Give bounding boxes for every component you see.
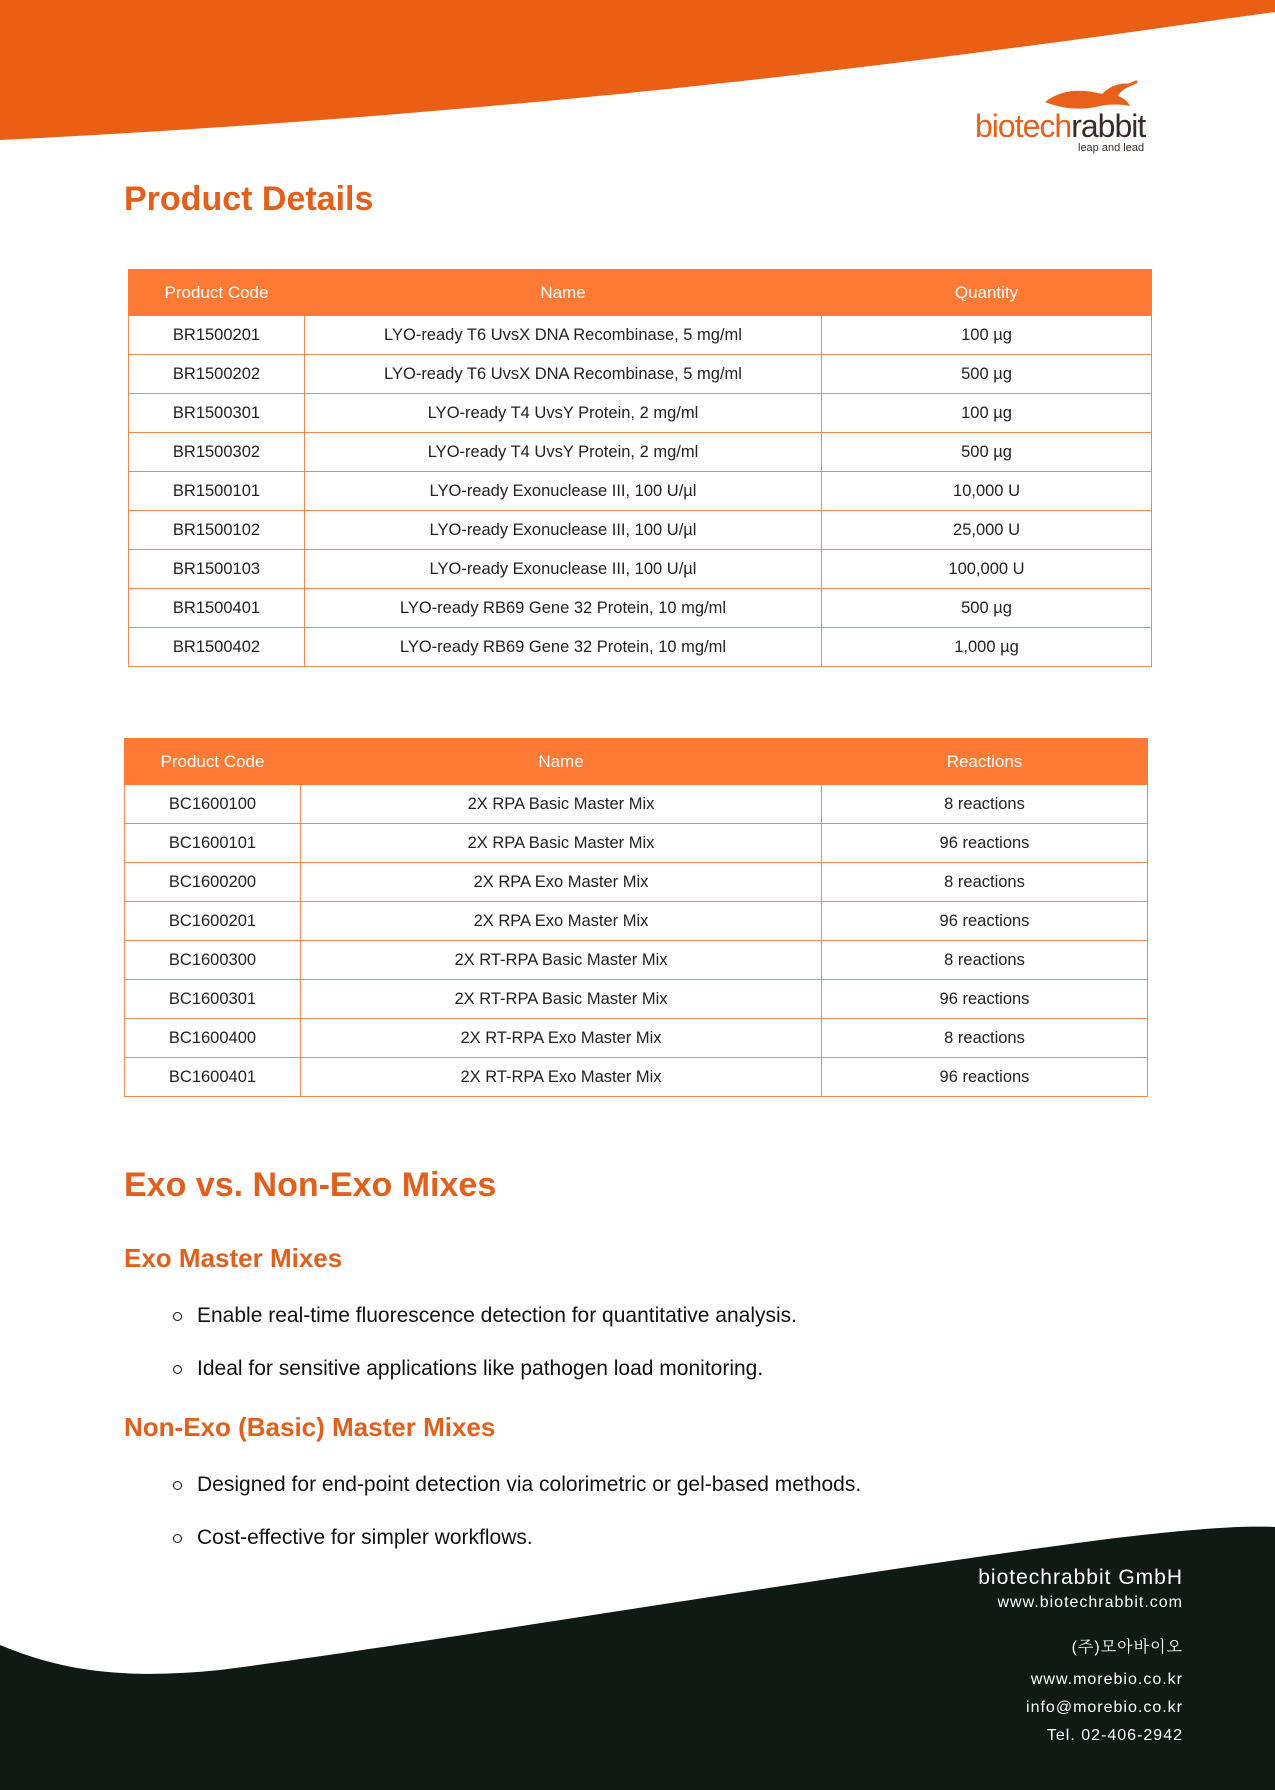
amount-cell: 10,000 U [822,472,1152,511]
product-code-cell: BC1600201 [125,902,301,941]
product-code-cell: BR1500302 [129,433,305,472]
table-row [129,394,1152,433]
bullet-circle-icon [173,1312,182,1321]
logo-tagline: leap and lead [1078,142,1145,154]
bullet-item [165,1356,797,1409]
product-name-cell: 2X RT-RPA Basic Master Mix [301,980,822,1019]
footer-tel: Tel. 02-406-2942 [1046,1727,1183,1744]
table-row [129,355,1152,394]
exo-section-title: Exo vs. Non-Exo Mixes [124,1166,497,1204]
table-row [129,316,1152,355]
amount-cell: 8 reactions [822,863,1148,902]
amount-cell: 500 µg [822,433,1152,472]
product-code-cell: BR1500401 [129,589,305,628]
table-row [125,902,1148,941]
product-code-cell: BR1500201 [129,316,305,355]
product-code-cell: BC1600100 [125,785,301,824]
product-code-cell: BC1600401 [125,1058,301,1097]
exo-bullet-list [165,1303,797,1409]
amount-cell: 96 reactions [822,902,1148,941]
amount-cell: 1,000 µg [822,628,1152,667]
table-row [125,1019,1148,1058]
product-name-cell: LYO-ready T4 UvsY Protein, 2 mg/ml [305,394,822,433]
table-row [125,941,1148,980]
table-row [129,550,1152,589]
footer-partner-site[interactable]: www.morebio.co.kr [1030,1671,1183,1688]
column-header: Name [305,270,822,316]
product-table-quantity [128,269,1152,667]
product-code-cell: BC1600400 [125,1019,301,1058]
table-row [125,980,1148,1019]
table-row [129,589,1152,628]
product-code-cell: BC1600300 [125,941,301,980]
amount-cell: 96 reactions [822,824,1148,863]
product-code-cell: BR1500103 [129,550,305,589]
bullet-item [165,1472,861,1525]
bullet-text: Ideal for sensitive applications like pathogen load monitoring. [197,1357,764,1380]
amount-cell: 25,000 U [822,511,1152,550]
table-header-row [129,270,1152,316]
bullet-item [165,1303,797,1356]
footer-company: biotechrabbit GmbH [978,1566,1183,1589]
logo-wordmark: biotechrabbit [975,108,1146,144]
product-name-cell: 2X RPA Exo Master Mix [301,863,822,902]
product-name-cell: LYO-ready RB69 Gene 32 Protein, 10 mg/ml [305,628,822,667]
footer-contact [978,1566,1183,1745]
bullet-text: Designed for end-point detection via colorimetric or gel-based methods. [197,1473,862,1496]
table-row [125,824,1148,863]
amount-cell: 96 reactions [822,1058,1148,1097]
amount-cell: 8 reactions [822,785,1148,824]
table-header-row [125,739,1148,785]
product-name-cell: 2X RPA Basic Master Mix [301,785,822,824]
footer-email[interactable]: info@morebio.co.kr [1026,1699,1183,1716]
bullet-circle-icon [173,1365,182,1374]
table-row [125,785,1148,824]
table-row [129,628,1152,667]
product-name-cell: LYO-ready T6 UvsX DNA Recombinase, 5 mg/ml [305,316,822,355]
amount-cell: 100 µg [822,316,1152,355]
column-header: Reactions [822,739,1148,785]
product-name-cell: LYO-ready Exonuclease III, 100 U/µl [305,511,822,550]
product-name-cell: LYO-ready Exonuclease III, 100 U/µl [305,550,822,589]
column-header: Product Code [129,270,305,316]
product-name-cell: 2X RT-RPA Basic Master Mix [301,941,822,980]
table-row [129,511,1152,550]
bullet-text: Enable real-time fluorescence detection for quantitative analysis. [197,1304,797,1327]
amount-cell: 100 µg [822,394,1152,433]
product-code-cell: BR1500301 [129,394,305,433]
column-header: Name [301,739,822,785]
product-name-cell: 2X RPA Exo Master Mix [301,902,822,941]
amount-cell: 500 µg [822,355,1152,394]
product-code-cell: BC1600101 [125,824,301,863]
amount-cell: 100,000 U [822,550,1152,589]
column-header: Quantity [822,270,1152,316]
table-row [129,472,1152,511]
nonexo-mixes-heading: Non-Exo (Basic) Master Mixes [124,1412,496,1442]
footer-website[interactable]: www.biotechrabbit.com [997,1594,1183,1611]
table-row [125,863,1148,902]
product-name-cell: 2X RT-RPA Exo Master Mix [301,1058,822,1097]
brand-logo [975,78,1165,158]
product-name-cell: LYO-ready T4 UvsY Protein, 2 mg/ml [305,433,822,472]
product-name-cell: LYO-ready Exonuclease III, 100 U/µl [305,472,822,511]
product-code-cell: BR1500101 [129,472,305,511]
product-code-cell: BR1500202 [129,355,305,394]
product-details-title: Product Details [124,180,374,218]
product-name-cell: LYO-ready T6 UvsX DNA Recombinase, 5 mg/ml [305,355,822,394]
amount-cell: 500 µg [822,589,1152,628]
product-table-reactions [124,738,1148,1097]
table-row [125,1058,1148,1097]
product-code-cell: BC1600200 [125,863,301,902]
product-code-cell: BC1600301 [125,980,301,1019]
amount-cell: 8 reactions [822,941,1148,980]
bullet-text: Cost-effective for simpler workflows. [197,1526,533,1549]
table-row [129,433,1152,472]
bullet-circle-icon [173,1481,182,1490]
product-code-cell: BR1500402 [129,628,305,667]
column-header: Product Code [125,739,301,785]
product-code-cell: BR1500102 [129,511,305,550]
amount-cell: 8 reactions [822,1019,1148,1058]
amount-cell: 96 reactions [822,980,1148,1019]
product-name-cell: 2X RT-RPA Exo Master Mix [301,1019,822,1058]
product-name-cell: 2X RPA Basic Master Mix [301,824,822,863]
exo-mixes-heading: Exo Master Mixes [124,1243,343,1273]
product-name-cell: LYO-ready RB69 Gene 32 Protein, 10 mg/ml [305,589,822,628]
footer-partner: (주)모아바이오 [1071,1639,1183,1656]
